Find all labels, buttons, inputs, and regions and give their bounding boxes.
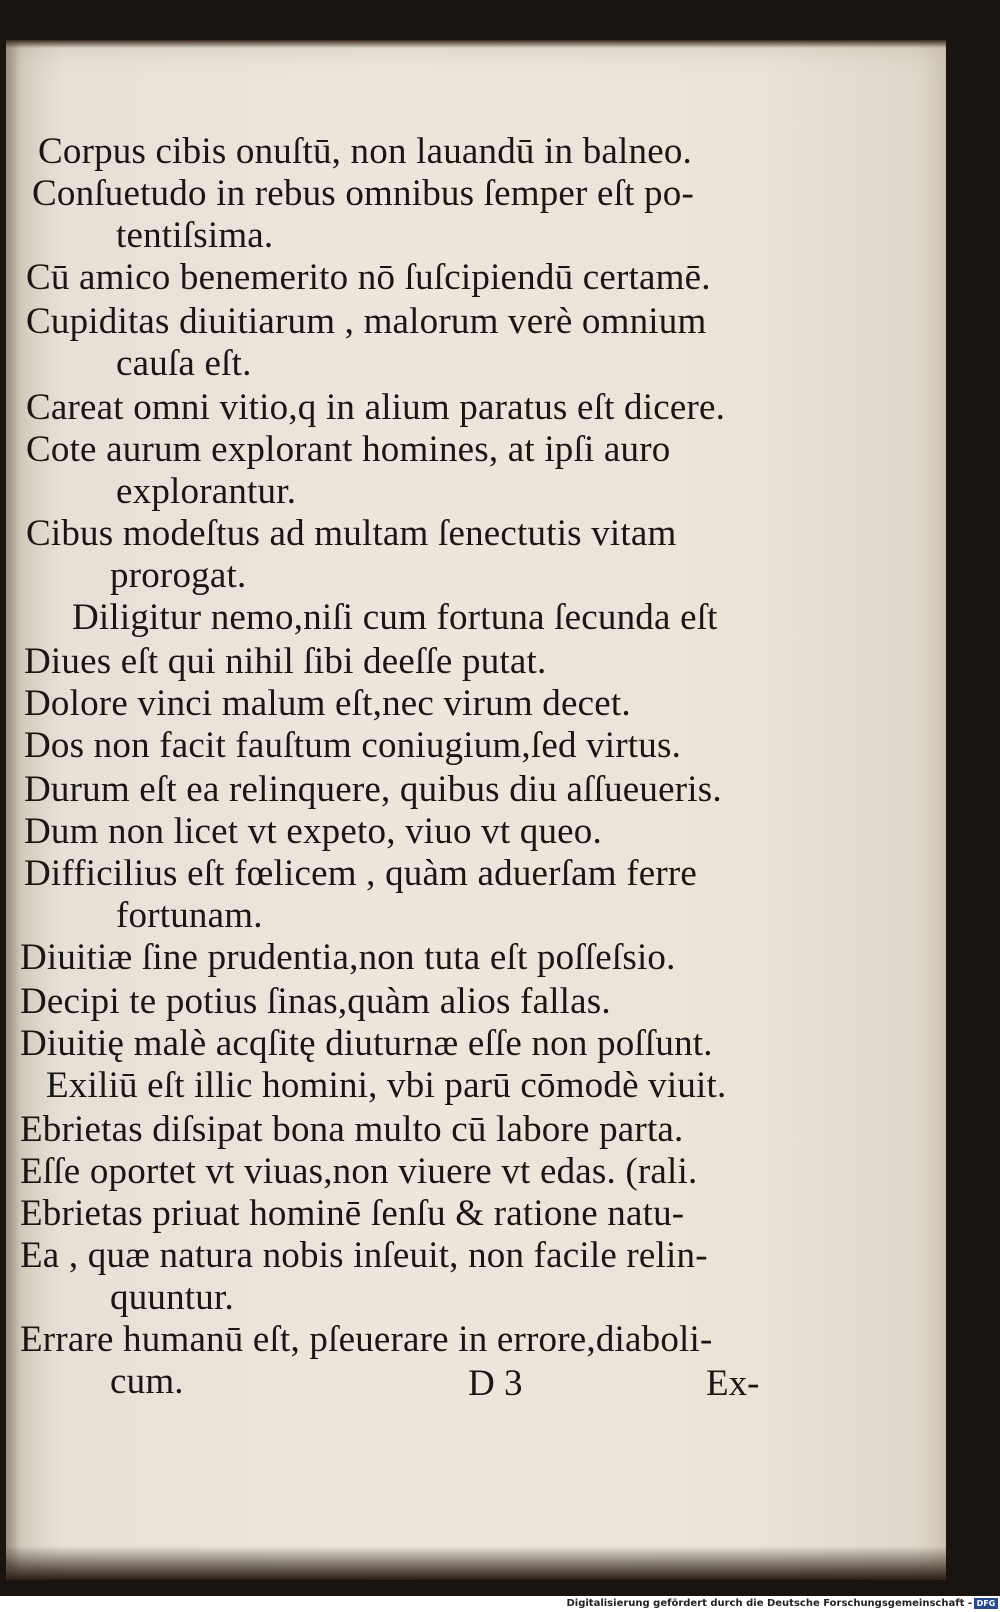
text-line: Durum eſt ea relinquere, quibus diu aſſueueris. xyxy=(24,769,722,810)
text-line: Corpus cibis onuſtū, non lauandū in balneo. xyxy=(38,131,692,172)
book-page xyxy=(6,40,946,1580)
text-line: Exiliū eſt illic homini, vbi parū cōmodè viuit. xyxy=(46,1065,727,1106)
dfg-logo-icon: DFG xyxy=(974,1598,998,1609)
funding-credit: Digitalisierung gefördert durch die Deutsche Forschungsgemeinschaft - xyxy=(566,1598,972,1609)
text-line: Cupiditas diuitiarum , malorum verè omnium xyxy=(26,301,707,342)
text-line: Dos non facit fauſtum coniugium,ſed virtus. xyxy=(24,725,682,766)
text-line: Careat omni vitio,q in alium paratus eſt dicere. xyxy=(26,387,726,428)
text-line: Ea , quæ natura nobis inſeuit, non facile relin- xyxy=(20,1235,708,1276)
page-top-edge xyxy=(6,40,946,48)
text-line: Diuitiæ ſine prudentia,non tuta eſt poſſeſsio. xyxy=(20,937,676,978)
text-line: Conſuetudo in rebus omnibus ſemper eſt po- xyxy=(32,173,694,214)
text-line: Eſſe oportet vt viuas,non viuere vt edas. (rali. xyxy=(20,1151,698,1192)
text-line: Diuitię malè acqſitę diuturnæ eſſe non poſſunt. xyxy=(20,1023,713,1064)
page-bottom-edge xyxy=(6,1546,946,1580)
text-line: Dolore vinci malum eſt,nec virum decet. xyxy=(24,683,631,724)
signature-mark: D 3 xyxy=(468,1363,523,1404)
text-line: Decipi te potius ſinas,quàm alios fallas. xyxy=(20,981,611,1022)
catchword: Ex- xyxy=(706,1363,760,1404)
text-line: Dum non licet vt expeto, viuo vt queo. xyxy=(24,811,602,852)
text-line: Errare humanū eſt, pſeuerare in errore,diaboli- xyxy=(20,1319,713,1360)
text-line: Diues eſt qui nihil ſibi deeſſe putat. xyxy=(24,641,547,682)
text-line: Cote aurum explorant homines, at ipſi auro xyxy=(26,429,671,470)
text-line: cauſa eſt. xyxy=(116,343,252,384)
text-line: Ebrietas diſsipat bona multo cū labore parta. xyxy=(20,1109,684,1150)
text-line: Diligitur nemo,niſi cum fortuna ſecunda eſt xyxy=(72,597,718,638)
text-line: prorogat. xyxy=(110,555,247,596)
page-gutter-shadow xyxy=(6,40,20,1580)
text-line: fortunam. xyxy=(116,895,263,936)
text-line: quuntur. xyxy=(110,1277,234,1318)
text-line: tentiſsima. xyxy=(116,215,274,256)
text-line: cum. xyxy=(110,1361,184,1402)
text-line: Ebrietas priuat hominē ſenſu & ratione natu- xyxy=(20,1193,685,1234)
text-line: Cibus modeſtus ad multam ſenectutis vitam xyxy=(26,513,677,554)
text-line: Cū amico benemerito nō ſuſcipiendū certamē. xyxy=(26,257,711,298)
text-line: Difficilius eſt fœlicem , quàm aduerſam ferre xyxy=(24,853,698,894)
text-line: explorantur. xyxy=(116,471,297,512)
